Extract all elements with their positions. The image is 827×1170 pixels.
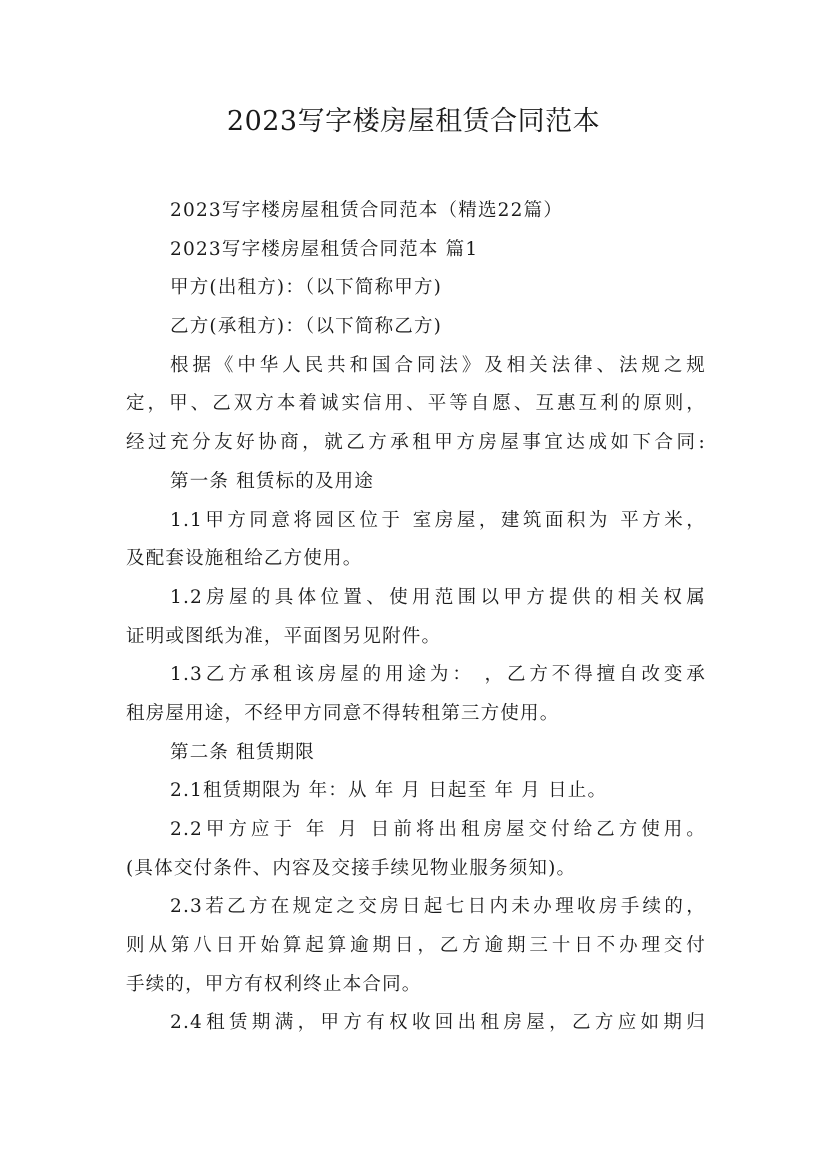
text-line: 2.4租赁期满，甲方有权收回出租房屋，乙方应如期归 bbox=[170, 1012, 706, 1034]
document-body bbox=[126, 192, 706, 1043]
text-line: 2023写字楼房屋租赁合同范本（精选22篇） bbox=[170, 200, 564, 221]
text-line: 根据《中华人民共和国合同法》及相关法律、法规之规 bbox=[170, 354, 706, 376]
text-line: 经过充分友好协商，就乙方承租甲方房屋事宜达成如下合同: bbox=[126, 432, 706, 454]
text-line: 第二条 租赁期限 bbox=[170, 741, 315, 763]
text-line: 甲方(出租方)：（以下简称甲方) bbox=[170, 277, 443, 299]
text-line: 租房屋用途，不经甲方同意不得转租第三方使用。 bbox=[126, 702, 560, 724]
text-line: 2.3若乙方在规定之交房日起七日内未办理收房手续的， bbox=[170, 896, 706, 918]
text-line: 第一条 租赁标的及用途 bbox=[170, 470, 375, 492]
text-line: 乙方(承租方)：（以下简称乙方) bbox=[170, 316, 443, 338]
text-line: 及配套设施租给乙方使用。 bbox=[126, 548, 363, 570]
text-line: 2.1租赁期限为 年：从 年 月 日起至 年 月 日止。 bbox=[170, 780, 608, 802]
text-line: (具体交付条件、内容及交接手续见物业服务须知)。 bbox=[126, 857, 577, 879]
text-line: 1.2房屋的具体位置、使用范围以甲方提供的相关权属 bbox=[170, 586, 706, 608]
text-line: 证明或图纸为准，平面图另见附件。 bbox=[126, 625, 442, 647]
text-line: 1.3乙方承租该房屋的用途为： ，乙方不得擅自改变承 bbox=[170, 664, 706, 686]
text-line: 1.1甲方同意将园区位于 室房屋，建筑面积为 平方米， bbox=[170, 509, 706, 531]
document-title: 2023写字楼房屋租赁合同范本 bbox=[226, 106, 601, 137]
text-line: 2.2甲方应于 年 月 日前将出租房屋交付给乙方使用。 bbox=[170, 819, 706, 840]
text-line: 手续的，甲方有权利终止本合同。 bbox=[126, 973, 422, 995]
text-line: 2023写字楼房屋租赁合同范本 篇1 bbox=[170, 238, 479, 260]
text-line: 定，甲、乙双方本着诚实信用、平等自愿、互惠互利的原则， bbox=[126, 393, 706, 415]
text-line: 则从第八日开始算起算逾期日，乙方逾期三十日不办理交付 bbox=[126, 935, 706, 957]
